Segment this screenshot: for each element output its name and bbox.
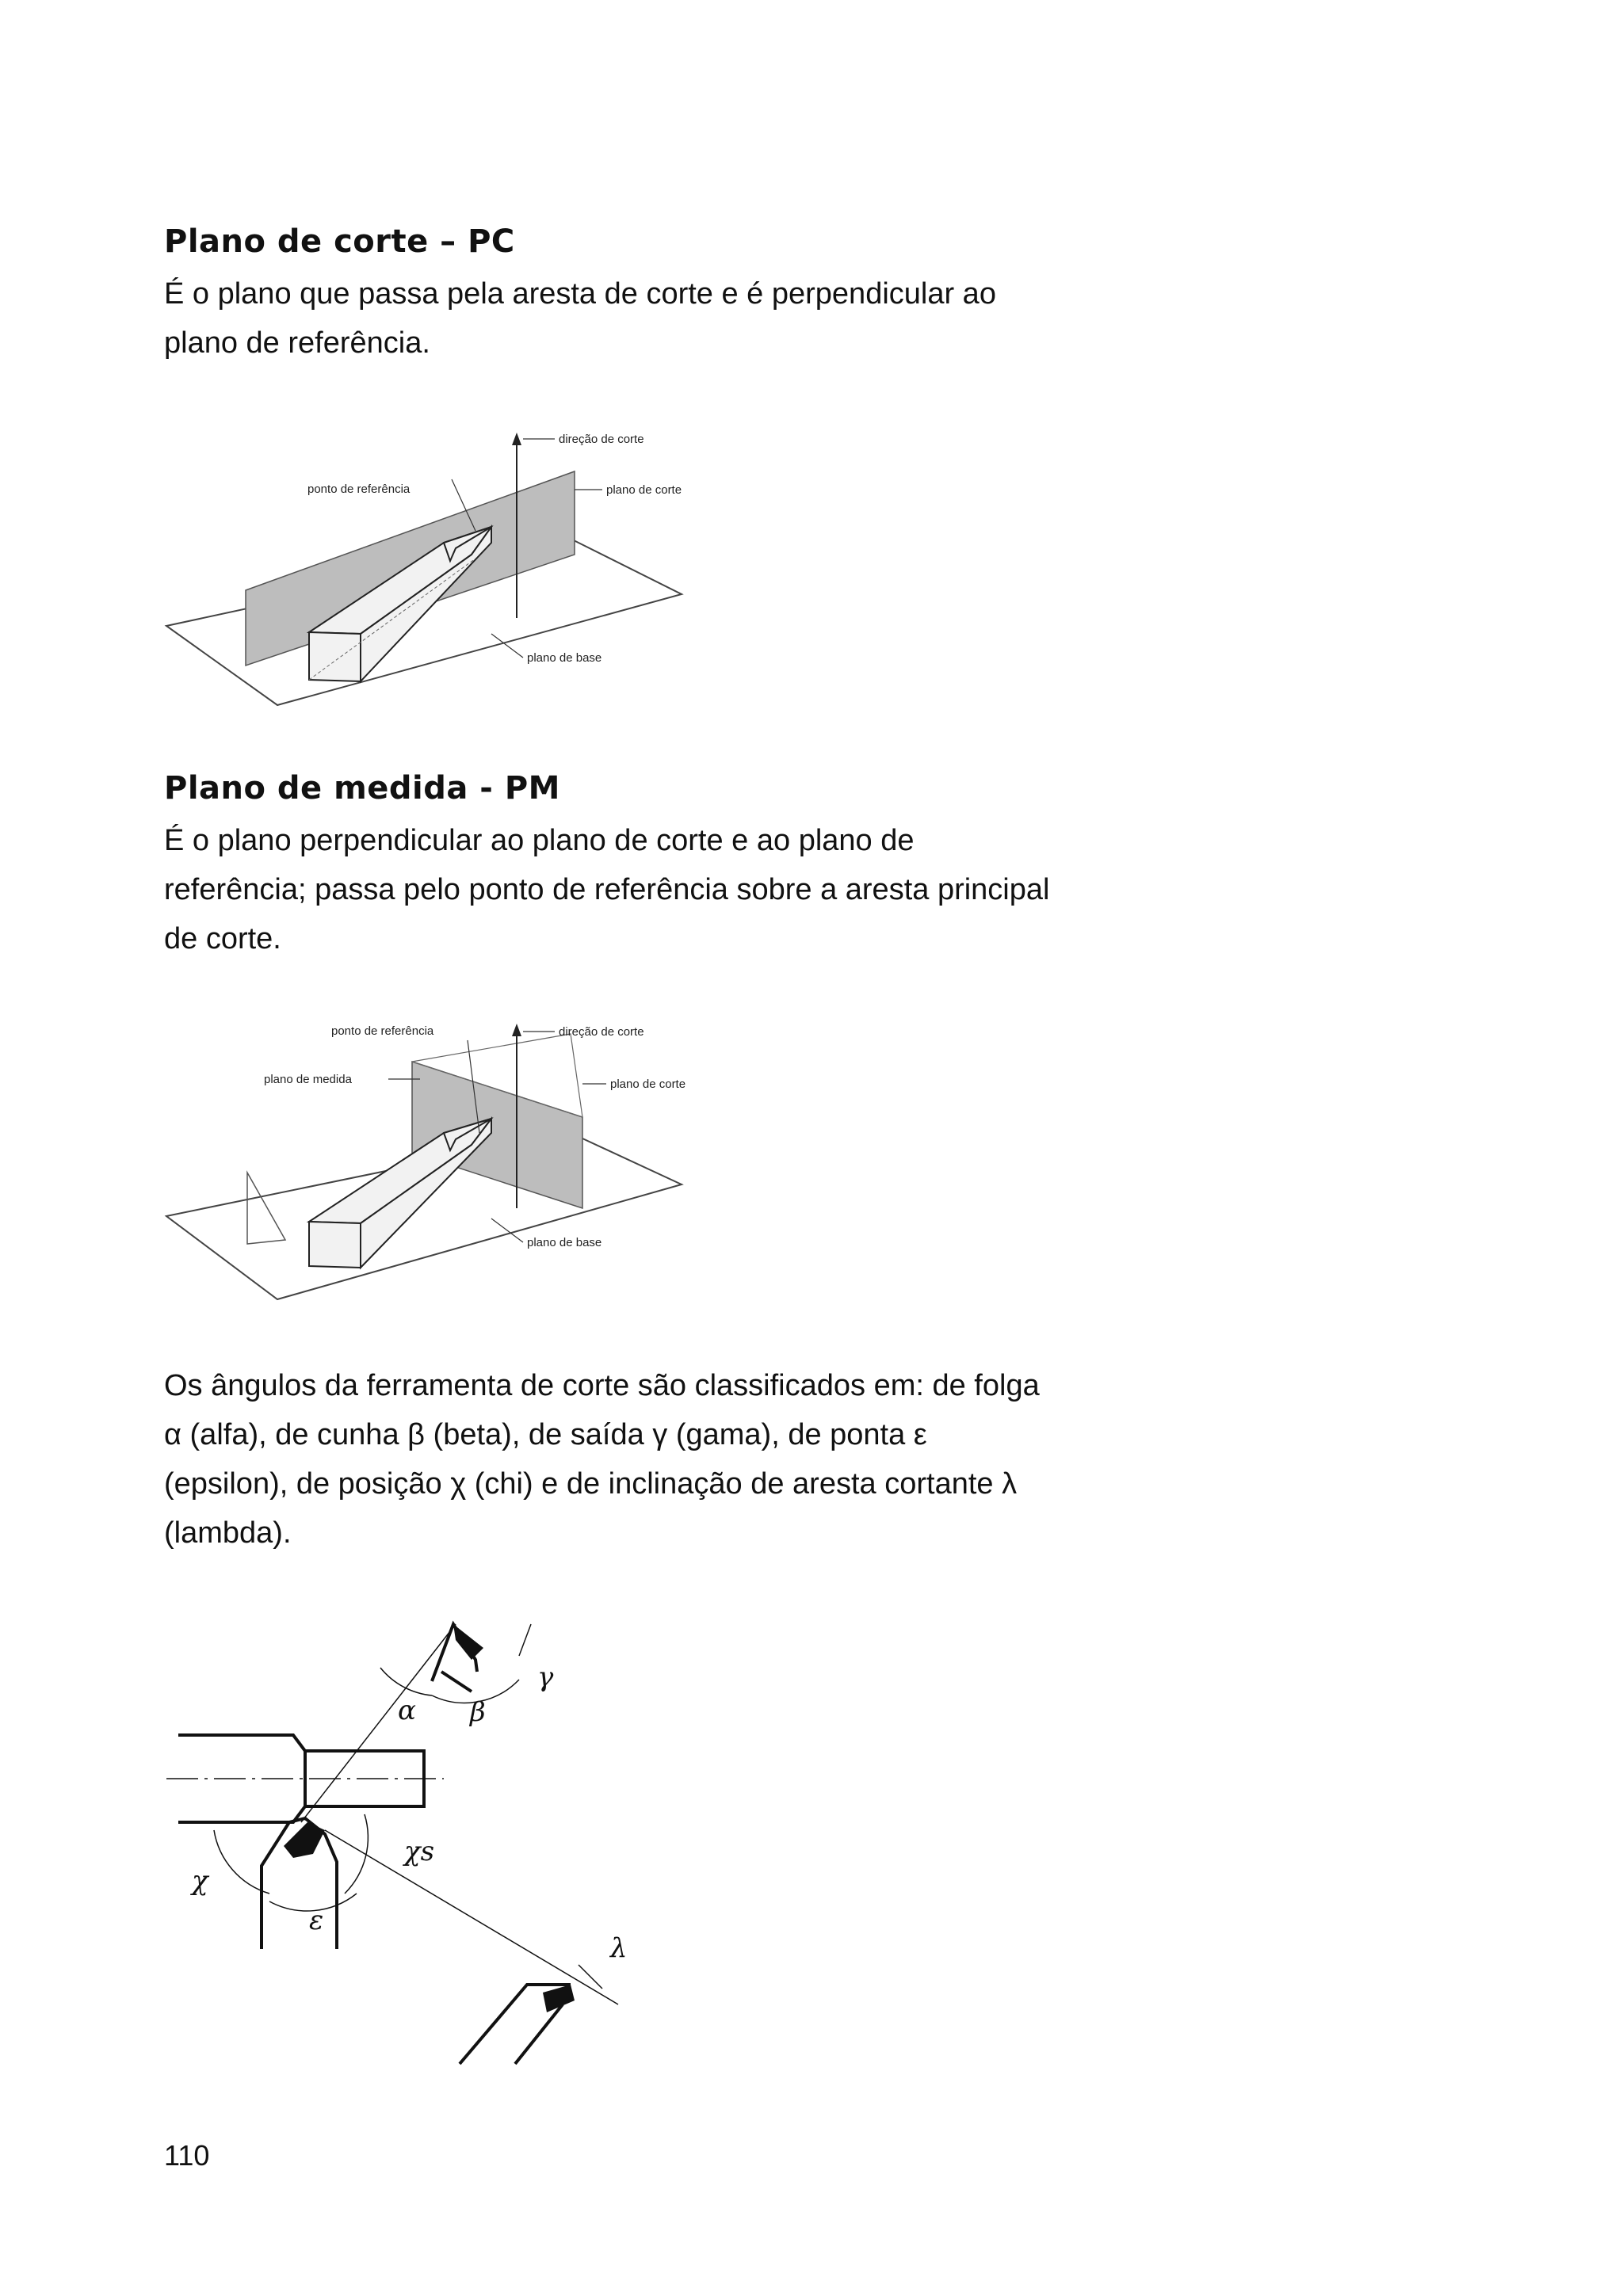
label-plano-de-base: plano de base [527, 1236, 602, 1249]
label-epsilon: ε [309, 1905, 324, 1936]
label-alpha: α [398, 1695, 416, 1726]
label-direcao-de-corte: direção de corte [559, 1025, 644, 1039]
label-plano-de-medida: plano de medida [264, 1073, 352, 1086]
figure-plano-de-medida [158, 1014, 713, 1307]
label-lambda: λ [610, 1932, 628, 1964]
page-number: 110 [164, 2139, 210, 2172]
label-direcao-de-corte: direção de corte [559, 433, 644, 446]
figure-angulos-ferramenta [158, 1592, 713, 2084]
label-ponto-de-referencia: ponto de referência [307, 482, 411, 496]
label-gamma: γ [537, 1661, 554, 1693]
label-chi-s: χs [404, 1836, 435, 1867]
label-chi: χ [192, 1865, 208, 1897]
label-beta: β [470, 1696, 486, 1728]
label-plano-de-base: plano de base [527, 651, 602, 665]
label-plano-de-corte: plano de corte [610, 1077, 686, 1091]
label-plano-de-corte: plano de corte [606, 483, 682, 497]
label-ponto-de-referencia: ponto de referência [331, 1024, 434, 1038]
section-text-plano-de-medida: É o plano perpendicular ao plano de corte e ao plano de referência; passa pelo ponto de referência sobre a aresta principal de corte. [164, 824, 1050, 955]
angles-paragraph: Os ângulos da ferramenta de corte são classificados em: de folga α (alfa), de cunha β (beta), de saída γ (gama), de ponta ε (epsilon), de posição χ (chi) e de inclinação de aresta cortante λ (lambda). [164, 1369, 1040, 1550]
figure-plano-de-corte [158, 420, 713, 713]
section-title-plano-de-medida: Plano de medida - PM [164, 770, 560, 807]
section-text-plano-de-corte: É o plano que passa pela aresta de corte e é perpendicular ao plano de referência. [164, 277, 996, 360]
section-title-plano-de-corte: Plano de corte – PC [164, 223, 515, 260]
